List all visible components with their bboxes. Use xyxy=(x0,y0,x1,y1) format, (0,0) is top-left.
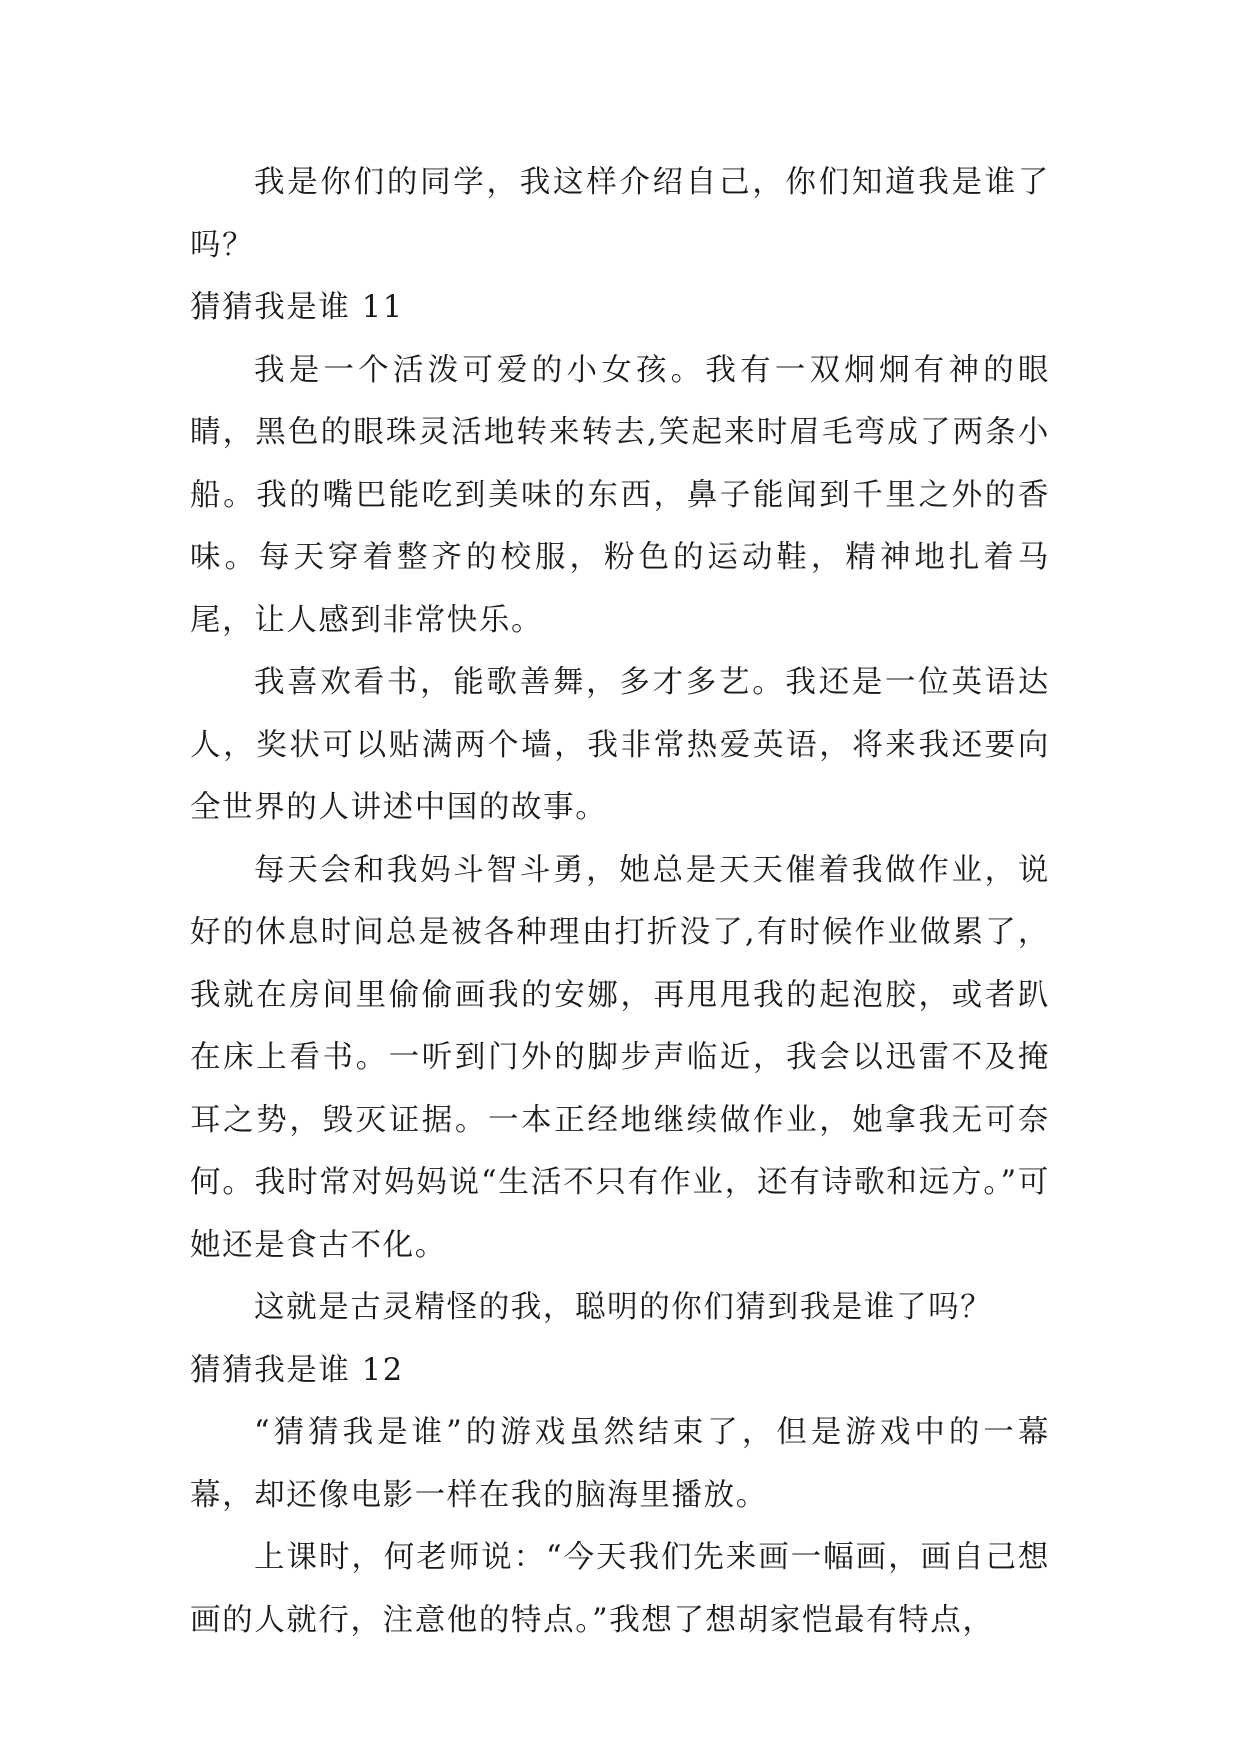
paragraph-game: “猜猜我是谁”的游戏虽然结束了，但是游戏中的一幕幕，却还像电影一样在我的脑海里播放。 xyxy=(190,1415,1050,1513)
section-heading-11: 猜猜我是谁 11 xyxy=(190,290,404,325)
paragraph-hobbies: 我喜欢看书，能歌善舞，多才多艺。我还是一位英语达人，奖状可以贴满两个墙，我非常热爱英语，将来我还要向全世界的人讲述中国的故事。 xyxy=(190,665,1050,825)
paragraph-class: 上课时，何老师说：“今天我们先来画一幅画，画自己想画的人就行，注意他的特点。”我想了想胡家恺最有特点， xyxy=(190,1540,1050,1638)
document-page xyxy=(190,152,1050,1652)
paragraph-intro: 我是你们的同学，我这样介绍自己，你们知道我是谁了吗？ xyxy=(190,165,1050,263)
paragraph-closing: 这就是古灵精怪的我，聪明的你们猜到我是谁了吗？ xyxy=(254,1290,993,1325)
paragraph-appearance: 我是一个活泼可爱的小女孩。我有一双炯炯有神的眼睛，黑色的眼珠灵活地转来转去,笑起来时眉毛弯成了两条小船。我的嘴巴能吃到美味的东西，鼻子能闻到千里之外的香味。每天穿着整齐的校服，粉色的运动鞋，精神地扎着马尾，让人感到非常快乐。 xyxy=(190,352,1050,638)
section-heading-12: 猜猜我是谁 12 xyxy=(190,1352,404,1388)
paragraph-mother: 每天会和我妈斗智斗勇，她总是天天催着我做作业，说好的休息时间总是被各种理由打折没了,有时候作业做累了，我就在房间里偷偷画我的安娜，再甩甩我的起泡胶，或者趴在床上看书。一听到门外的脚步声临近，我会以迅雷不及掩耳之势，毁灭证据。一本正经地继续做作业，她拿我无可奈何。我时常对妈妈说“生活不只有作业，还有诗歌和远方。”可她还是食古不化。 xyxy=(190,852,1050,1263)
